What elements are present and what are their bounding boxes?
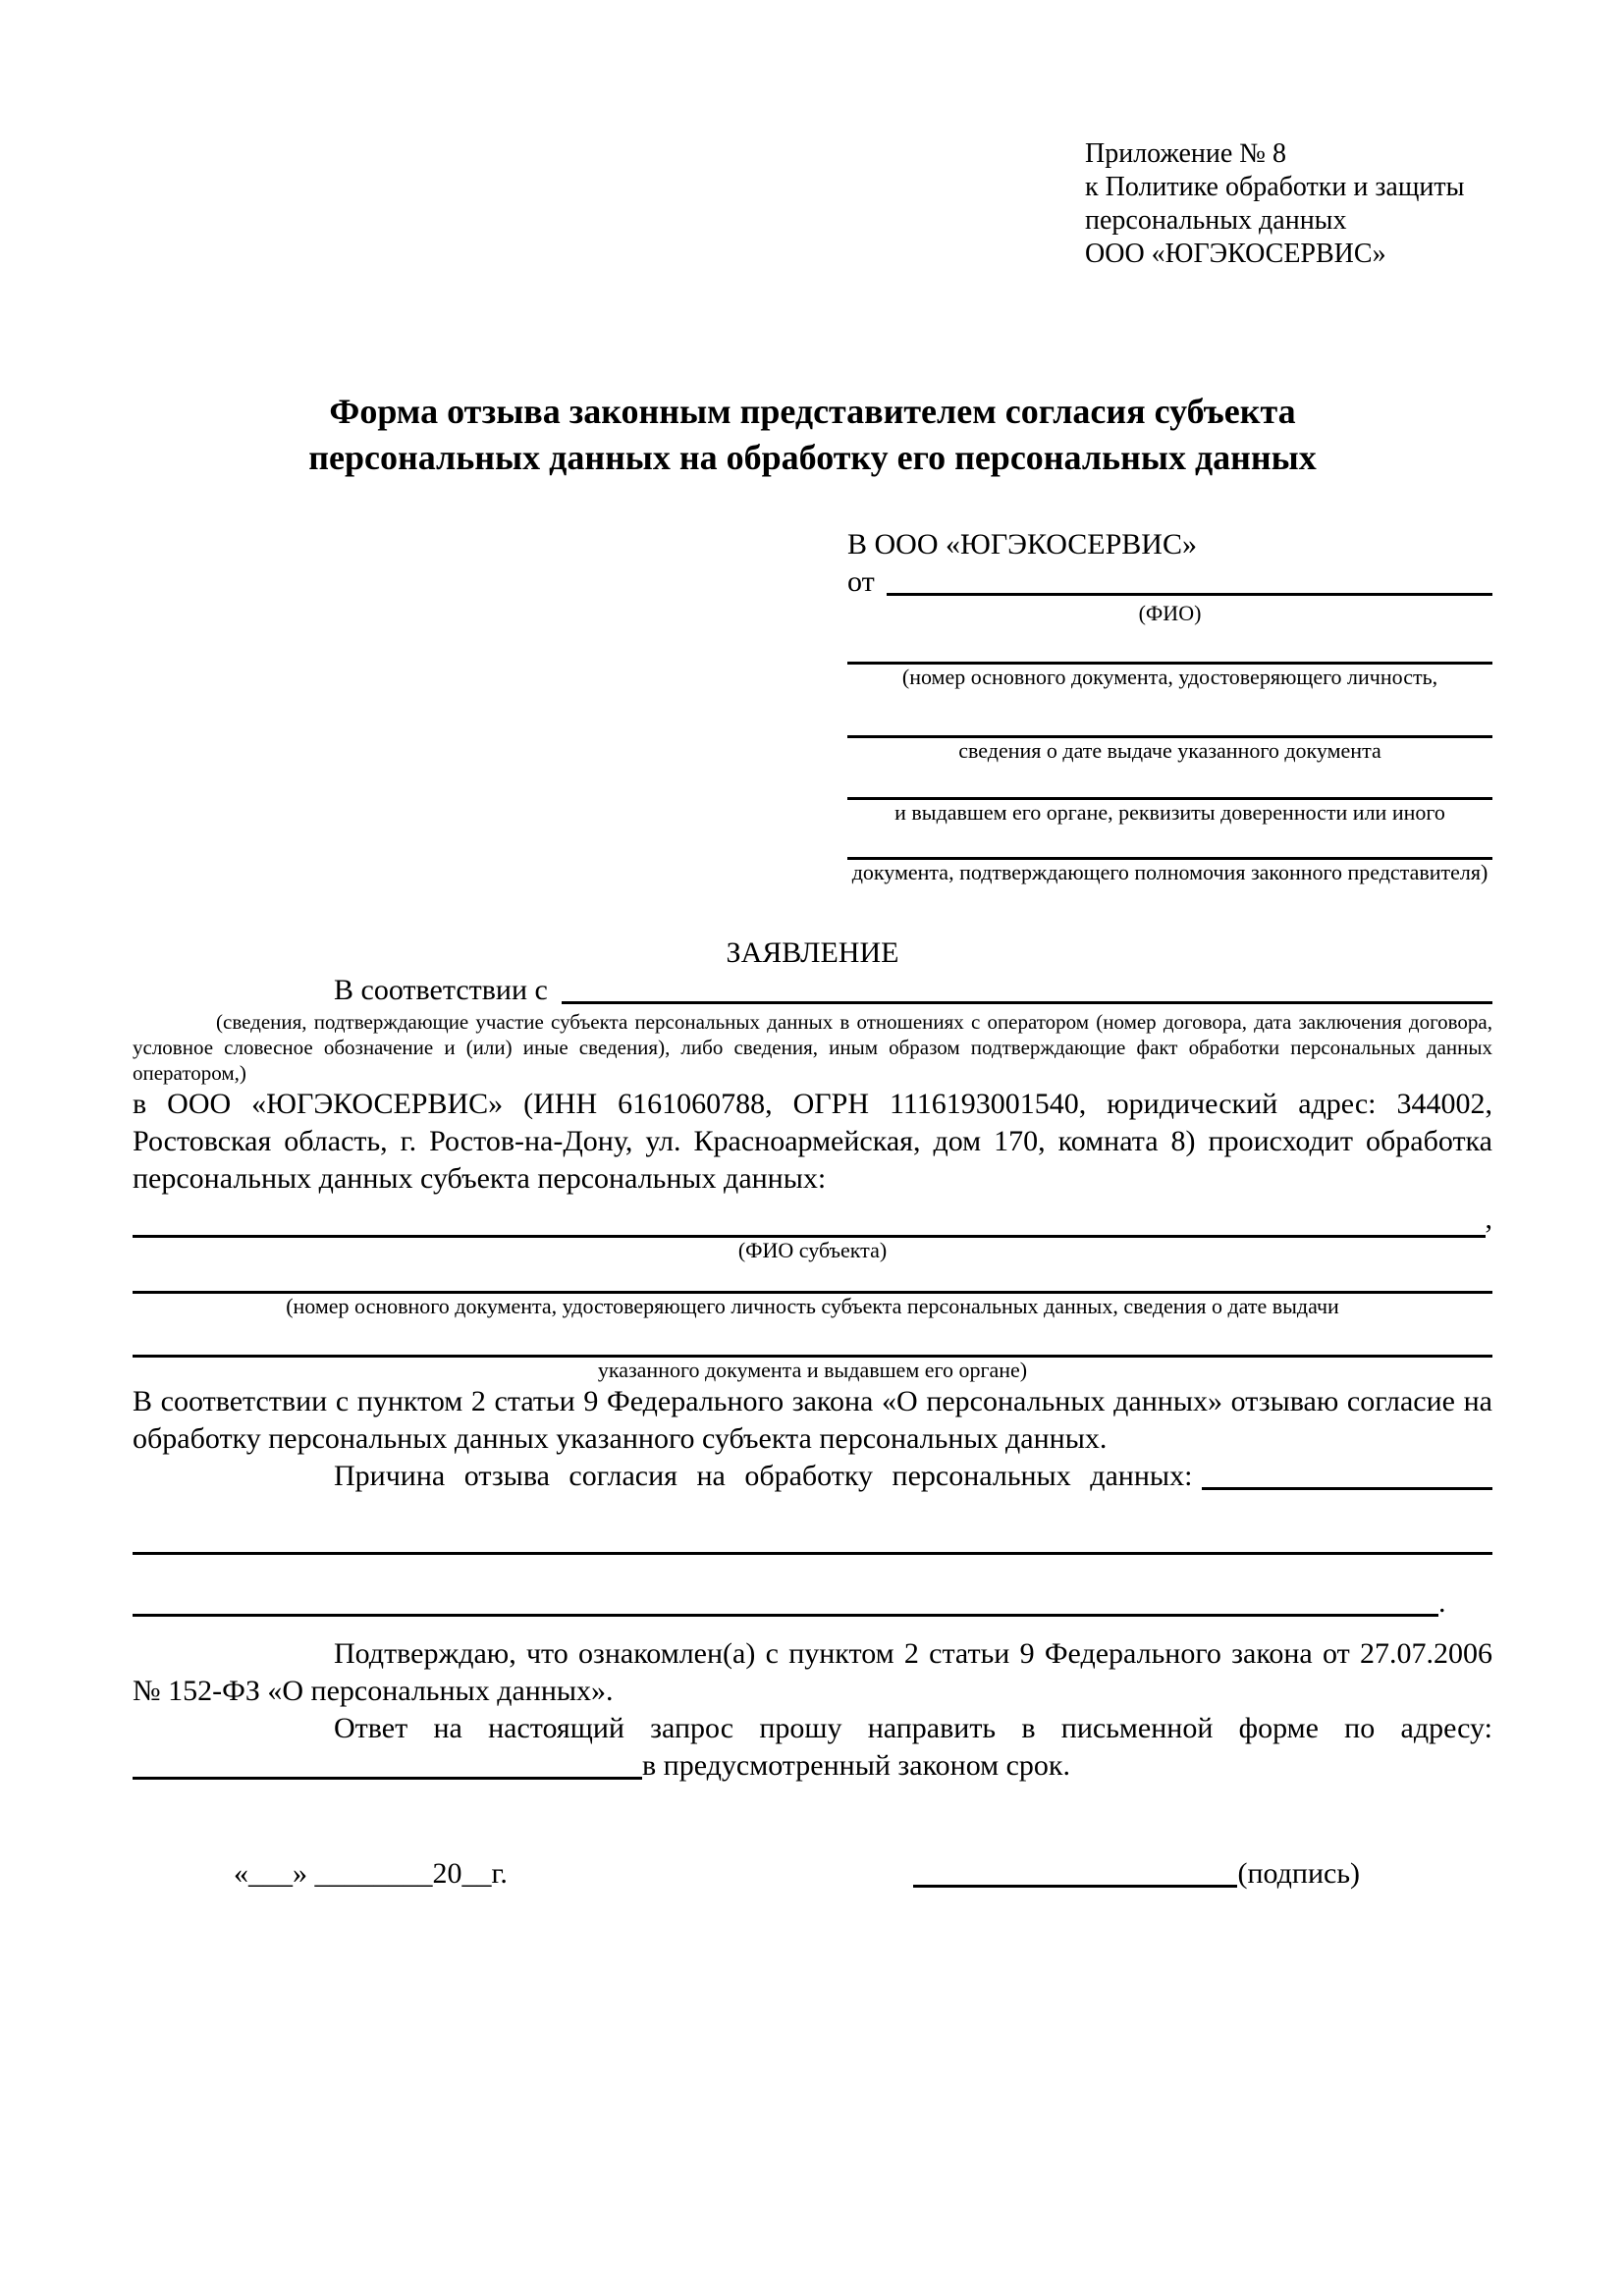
period: . [1438, 1586, 1446, 1619]
reply-paragraph: Ответ на настоящий запрос прошу направить в письменной форме по адресу: [334, 1712, 1492, 1744]
appendix-line: ООО «ЮГЭКОСЕРВИС» [1085, 239, 1386, 269]
id-document-caption: (номер основного документа, удостоверяющего личность, [901, 665, 1438, 689]
small-print-note: (сведения, подтверждающие участие субъекта персональных данных в отношениях с оператором (номер договора, дата заключения договора, условное словесное обозначение и (или) иные сведения), либо сведения, иным образом подтверждающие факт обработки персональных данных оператором,) [133, 1010, 1492, 1085]
statement-heading: ЗАЯВЛЕНИЕ [726, 936, 899, 969]
reason-blank-line-2 [133, 1552, 1492, 1555]
recipient-block [847, 526, 1492, 885]
according-label: В соответствии с [334, 974, 548, 1006]
reply-address-blank-line [133, 1777, 642, 1780]
reply-tail: в предусмотренный законом срок. [642, 1749, 1070, 1782]
reason-row [133, 1458, 1492, 1495]
from-row [847, 563, 1492, 601]
appendix-line: к Политике обработки и защиты [1085, 172, 1465, 202]
subject-fio-field [133, 1200, 1492, 1263]
from-label: от [847, 565, 875, 598]
subject-fio-caption: (ФИО субъекта) [737, 1238, 888, 1262]
reason-label: Причина отзыва согласия на обработку персональных данных: [334, 1460, 1193, 1492]
appendix-line: Приложение № 8 [1085, 138, 1286, 169]
confirmation-paragraph: Подтверждаю, что ознакомлен(а) с пунктом 2 статьи 9 Федерального закона от 27.07.2006 № 152-ФЗ «О персональных данных». [133, 1637, 1492, 1707]
document-title [133, 389, 1492, 481]
from-blank-line [887, 593, 1492, 596]
recipient-org: В ООО «ЮГЭКОСЕРВИС» [847, 528, 1197, 561]
signature-blank-line [913, 1885, 1237, 1888]
title-line: Форма отзыва законным представителем согласия субъекта [329, 392, 1296, 431]
reply-address-row [133, 1747, 1492, 1785]
signature-caption: (подпись) [1237, 1857, 1360, 1890]
subject-doc-caption-2: указанного документа и выдавшем его органе) [597, 1358, 1028, 1382]
comma: , [1485, 1202, 1492, 1235]
appendix-note [1085, 137, 1492, 271]
appendix-line: персональных данных [1085, 205, 1347, 236]
reason-blank-line-3-row [133, 1584, 1492, 1622]
fio-caption: (ФИО) [1138, 601, 1202, 625]
document-content [133, 0, 1492, 1893]
reason-blank-line [1202, 1487, 1492, 1490]
date-field: «___» ________20__г. [234, 1857, 508, 1890]
according-blank-line [562, 1001, 1492, 1004]
title-line: персональных данных на обработку его персональных данных [308, 438, 1317, 477]
operator-paragraph: в ООО «ЮГЭКОСЕРВИС» (ИНН 6161060788, ОГРН 1116193001540, юридический адрес: 344002, Ростовская область, г. Ростов-на-Дону, ул. Красноармейская, дом 170, комната 8) происходит обработка персональных данных субъекта персональных данных: [133, 1088, 1492, 1195]
issue-date-caption: сведения о дате выдаче указанного документа [958, 738, 1381, 763]
signature-group [913, 1855, 1360, 1893]
subject-doc-caption-1: (номер основного документа, удостоверяющего личность субъекта персональных данных, сведения о дате выдачи [286, 1294, 1339, 1318]
according-row [133, 972, 1492, 1009]
footer-row [133, 1855, 1492, 1893]
issuer-caption: и выдавшем его органе, реквизиты доверенности или иного [894, 800, 1445, 825]
withdrawal-paragraph: В соответствии с пунктом 2 статьи 9 Федерального закона «О персональных данных» отзываю согласие на обработку персональных данных указанного субъекта персональных данных. [133, 1385, 1492, 1455]
reason-blank-line-3 [133, 1614, 1438, 1617]
authority-caption: документа, подтверждающего полномочия законного представителя) [851, 860, 1489, 884]
